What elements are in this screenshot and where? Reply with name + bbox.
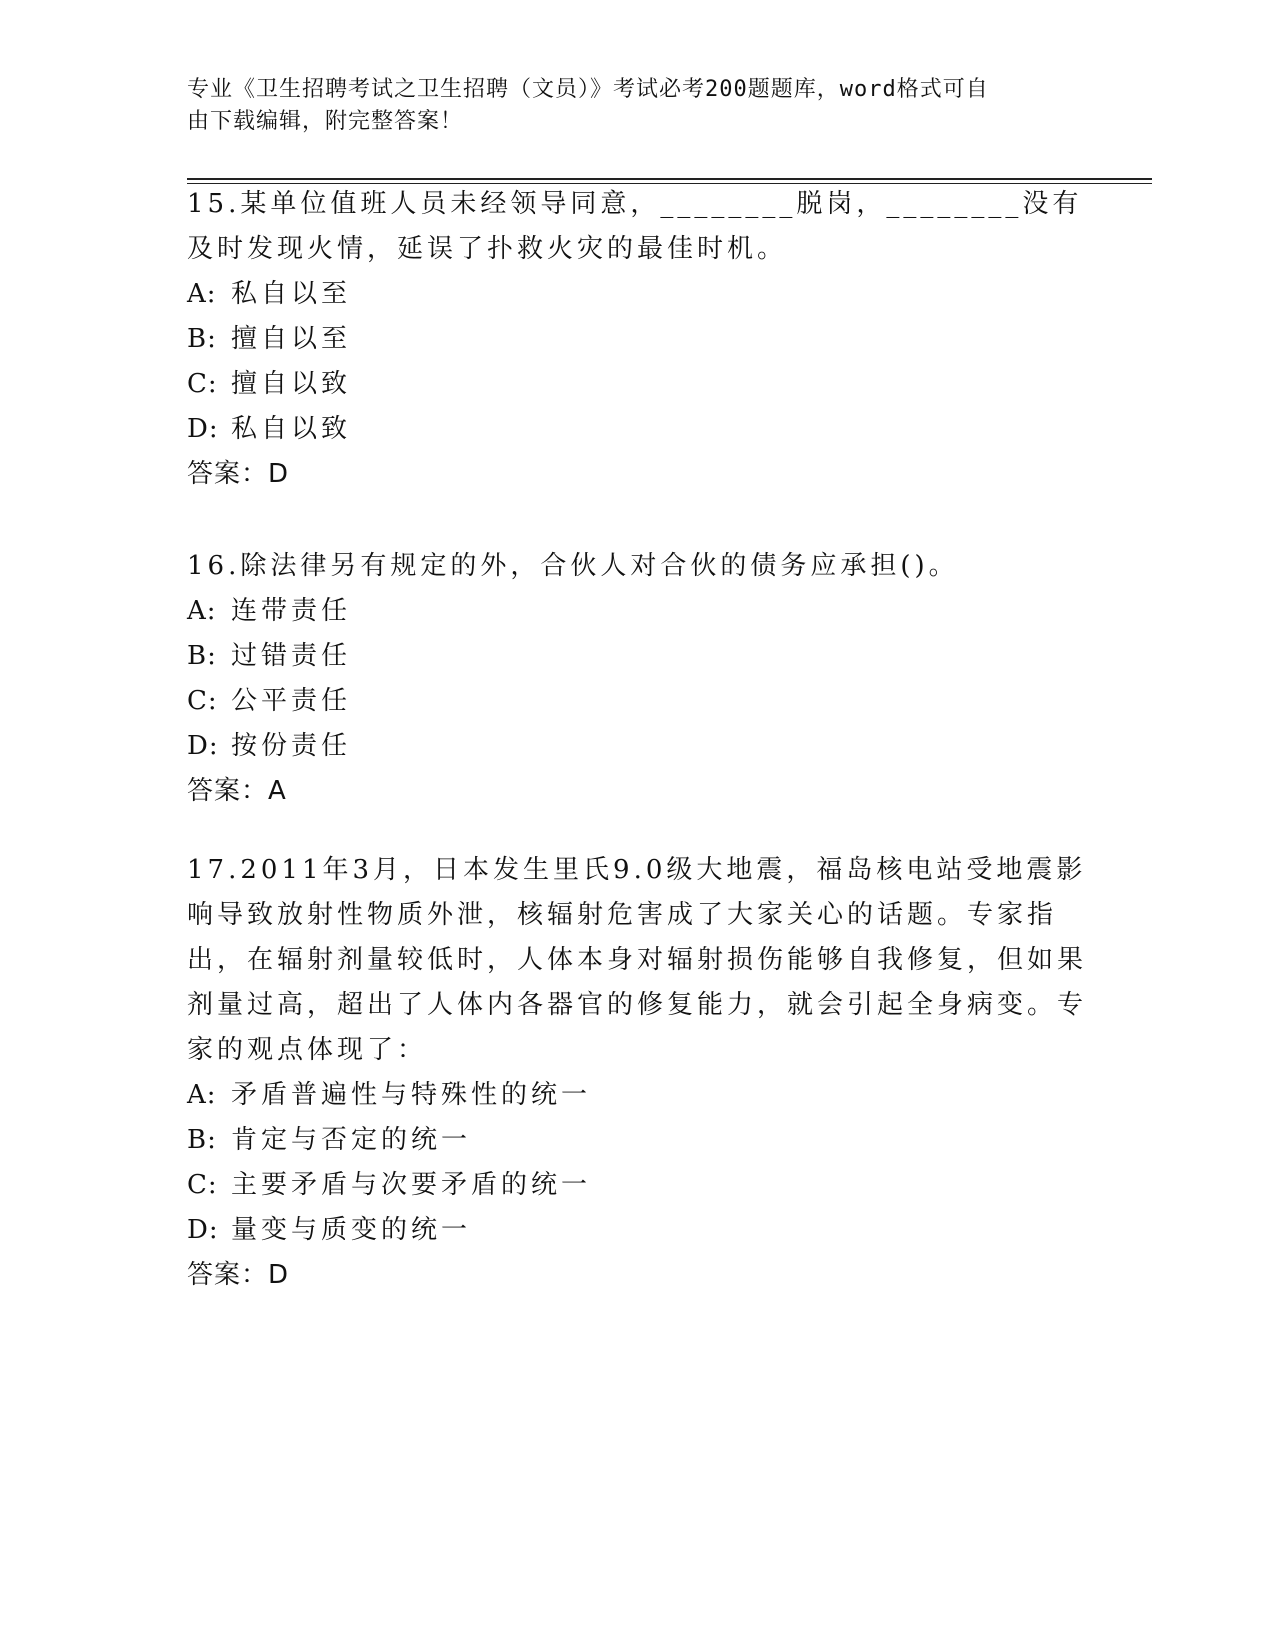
option-c [187, 679, 1087, 724]
option-a [187, 1073, 1087, 1118]
option-text: 擅自以致 [231, 369, 352, 399]
option-letter: A: [187, 279, 217, 309]
option-letter: D: [187, 1215, 219, 1245]
option-a [187, 589, 1087, 634]
option-letter: A: [187, 1080, 217, 1110]
option-text: 公平责任 [231, 686, 352, 716]
option-text: 量变与质变的统一 [231, 1215, 472, 1245]
option-text: 过错责任 [231, 641, 352, 671]
option-letter: D: [187, 731, 219, 761]
option-letter: B: [187, 1125, 217, 1155]
document-header [187, 74, 1087, 138]
option-letter: C: [187, 686, 218, 716]
option-b [187, 1118, 1087, 1163]
option-letter: C: [187, 1170, 218, 1200]
question-15 [187, 182, 1087, 497]
question-stem: 16.除法律另有规定的外，合伙人对合伙的债务应承担()。 [187, 551, 959, 581]
question-stem: 15.某单位值班人员未经领导同意，________脱岗，________没有及时发现火情，延误了扑救火灾的最佳时机。 [187, 189, 1083, 264]
option-d [187, 724, 1087, 769]
option-text: 连带责任 [231, 596, 352, 626]
option-letter: B: [187, 641, 217, 671]
option-text: 私自以致 [231, 414, 352, 444]
header-divider-thick [187, 178, 1152, 180]
option-a [187, 272, 1087, 317]
header-line-2: 由下载编辑，附完整答案！ [187, 109, 464, 134]
answer: 答案：D [187, 1260, 290, 1290]
option-letter: A: [187, 596, 217, 626]
option-text: 矛盾普遍性与特殊性的统一 [231, 1080, 592, 1110]
option-letter: D: [187, 414, 219, 444]
option-d [187, 1208, 1087, 1253]
answer: 答案：A [187, 776, 287, 806]
option-b [187, 634, 1087, 679]
question-16 [187, 544, 1087, 814]
header-line-1: 专业《卫生招聘考试之卫生招聘（文员）》考试必考200题题库，word格式可自 [187, 77, 989, 102]
option-letter: B: [187, 324, 217, 354]
answer: 答案：D [187, 459, 290, 489]
question-17 [187, 848, 1087, 1298]
option-text: 主要矛盾与次要矛盾的统一 [231, 1170, 592, 1200]
option-text: 肯定与否定的统一 [231, 1125, 472, 1155]
option-text: 擅自以至 [231, 324, 352, 354]
option-text: 按份责任 [231, 731, 352, 761]
option-d [187, 407, 1087, 452]
option-c [187, 362, 1087, 407]
option-letter: C: [187, 369, 218, 399]
question-stem: 17.2011年3月，日本发生里氏9.0级大地震，福岛核电站受地震影响导致放射性物质外泄，核辐射危害成了大家关心的话题。专家指出，在辐射剂量较低时，人体本身对辐射损伤能够自我修复，但如果剂量过高，超出了人体内各器官的修复能力，就会引起全身病变。专家的观点体现了： [187, 855, 1088, 1065]
option-b [187, 317, 1087, 362]
option-c [187, 1163, 1087, 1208]
option-text: 私自以至 [231, 279, 352, 309]
